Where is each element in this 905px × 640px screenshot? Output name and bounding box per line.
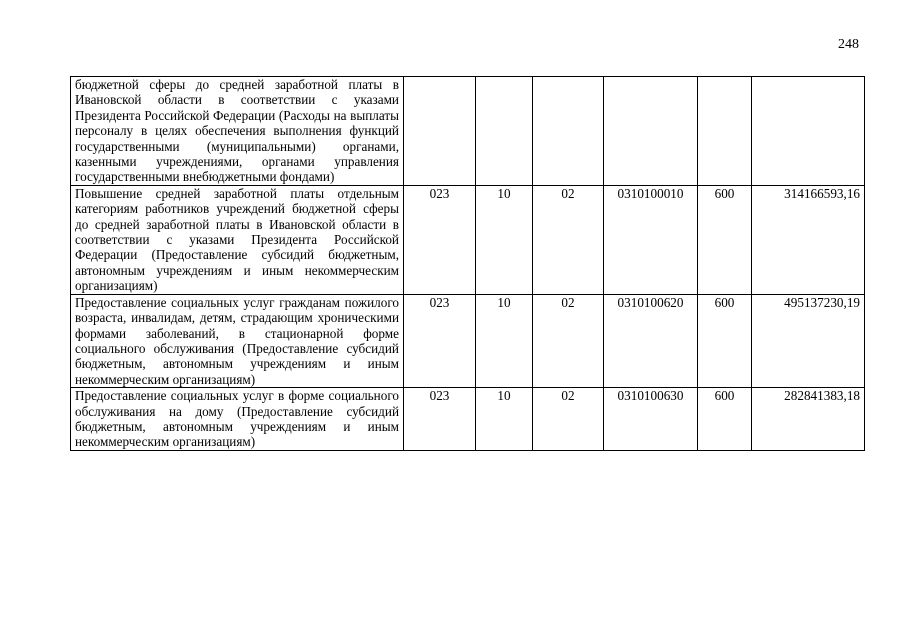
row-section-code: 10 xyxy=(476,388,533,451)
row-expense-type-code xyxy=(698,77,752,186)
table-row xyxy=(71,77,865,186)
row-amount: 495137230,19 xyxy=(752,294,865,387)
row-ved-code: 023 xyxy=(404,294,476,387)
row-description: бюджетной сферы до средней заработной платы в Ивановской области в соответствии с указами Президента Российской Федерации (Расходы на выплаты персоналу в целях обеспечения выполнения функций государственными (муниципальными) органами, казенными учреждениями, органами управления государственными внебюджетными фондами) xyxy=(71,77,404,186)
row-expense-type-code: 600 xyxy=(698,388,752,451)
row-ved-code: 023 xyxy=(404,185,476,294)
row-amount: 314166593,16 xyxy=(752,185,865,294)
row-section-code: 10 xyxy=(476,185,533,294)
row-amount: 282841383,18 xyxy=(752,388,865,451)
table-row xyxy=(71,294,865,387)
row-target-article-code: 0310100620 xyxy=(604,294,698,387)
row-section-code xyxy=(476,77,533,186)
row-target-article-code xyxy=(604,77,698,186)
row-target-article-code: 0310100010 xyxy=(604,185,698,294)
row-description: Предоставление социальных услуг гражданам пожилого возраста, инвалидам, детям, страдающим хроническими формами заболеваний, в стационарной форме социального обслуживания (Предоставление субсидий бюджетным, автономным учреждениям и иным некоммерческим организациям) xyxy=(71,294,404,387)
page-number: 248 xyxy=(838,37,859,52)
row-expense-type-code: 600 xyxy=(698,185,752,294)
row-amount xyxy=(752,77,865,186)
row-subsection-code xyxy=(533,77,604,186)
row-subsection-code: 02 xyxy=(533,294,604,387)
row-ved-code xyxy=(404,77,476,186)
table-row xyxy=(71,185,865,294)
row-expense-type-code: 600 xyxy=(698,294,752,387)
budget-table xyxy=(70,76,865,451)
row-subsection-code: 02 xyxy=(533,388,604,451)
row-description: Предоставление социальных услуг в форме социального обслуживания на дому (Предоставление субсидий бюджетным, автономным учреждениям и иным некоммерческим организациям) xyxy=(71,388,404,451)
row-target-article-code: 0310100630 xyxy=(604,388,698,451)
row-section-code: 10 xyxy=(476,294,533,387)
row-description: Повышение средней заработной платы отдельным категориям работников учреждений бюджетной сферы до средней заработной платы в Ивановской области в соответствии с указами Президента Российской Федерации (Предоставление субсидий бюджетным, автономным учреждениям и иным некоммерческим организациям) xyxy=(71,185,404,294)
row-subsection-code: 02 xyxy=(533,185,604,294)
row-ved-code: 023 xyxy=(404,388,476,451)
table-row xyxy=(71,388,865,451)
